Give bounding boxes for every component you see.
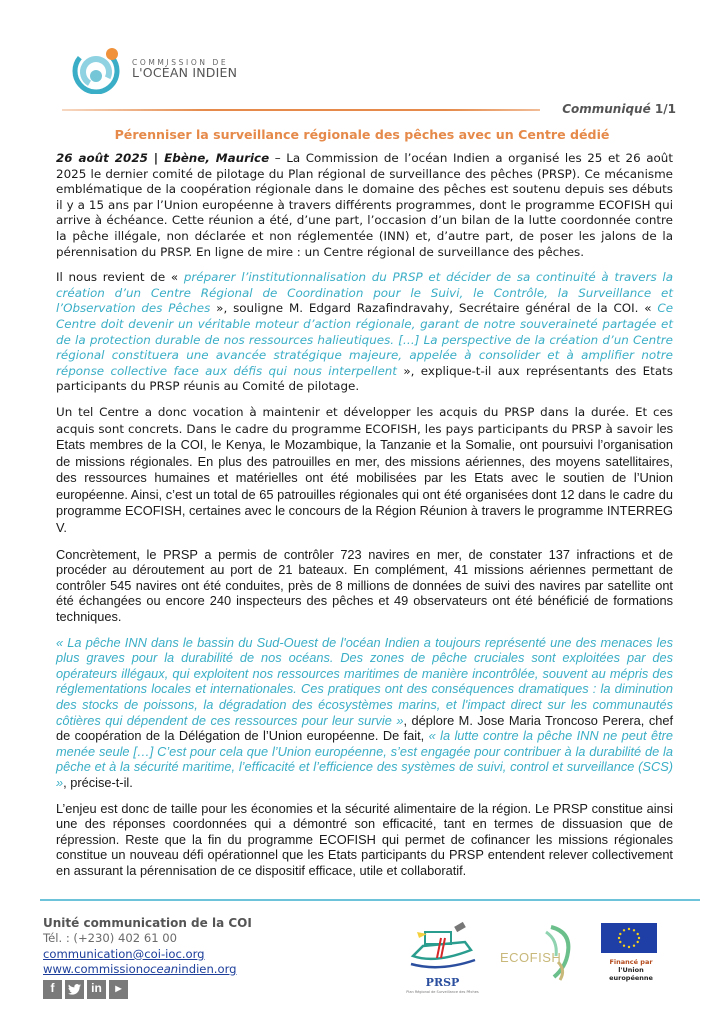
communique-label — [562, 102, 676, 116]
prsp-label: PRSP — [425, 976, 460, 989]
website-part: www.commission — [43, 962, 144, 977]
youtube-icon[interactable]: ▶ — [109, 980, 128, 999]
prsp-sublabel: Plan Régional de Surveillance des Pêches — [406, 990, 479, 994]
paragraph-intro — [56, 151, 673, 260]
twitter-icon[interactable] — [65, 980, 84, 999]
website-part: indien.org — [178, 962, 237, 977]
page-indicator: 1/1 — [654, 102, 676, 116]
header-divider — [62, 109, 540, 111]
coi-logo — [72, 42, 272, 96]
linkedin-icon[interactable]: in — [87, 980, 106, 999]
facebook-icon[interactable]: f — [43, 980, 62, 999]
contact-phone: Tél. : (+230) 402 61 00 — [43, 931, 178, 946]
ecofish-logo — [496, 922, 586, 982]
text-run: Il nous revient de « — [56, 270, 184, 285]
text-run: Un tel Centre a donc vocation à maintenir et développer les acquis du PRSP dans la durée. Et ces acquis sont concrets. Dans le cadre du programme ECOFISH, les pays participants du PRSP à savoir — [56, 404, 673, 436]
website-part: ocean — [143, 962, 179, 977]
quote: « la lutte contre la pêche INN ne peut être menée seule […] C’est pour cela que l’Union européenne, s’est engagée pour contribuer à la durabilité de la pêche et à la sécurité maritime, l’efficacité et l’efficience des systèmes de suivi, control et surveillance (SCS) » — [56, 728, 674, 790]
logo-line1: COMMISSION DE — [132, 57, 229, 67]
eu-caption-line: Financé par — [609, 958, 653, 966]
eu-funding-logo — [601, 923, 661, 993]
paragraph-conclusion: L’enjeu est donc de taille pour les économies et la sécurité alimentaire de la région. Le PRSP constitue ainsi une des réponses coordonnées qui a démontré son efficacité, tant en termes de dissuasion que de répression. Reste que la fin du programme ECOFISH qui permet de cofinancer les missions régionales constitue un nouveau défi opérationnel que les Etats participants du PRSP entendent relever collectivement en assurant la pérennisation de ce dispositif efficace, utile et collaboratif. — [56, 800, 673, 878]
text-run: », souligne M. Edgard Razafindravahy, Secrétaire général de la COI. « — [210, 301, 658, 316]
dateline: 26 août 2025 | Ebène, Maurice — [56, 151, 270, 165]
communique-text: Communiqué — [562, 102, 651, 116]
text-run: les Etats membres de la COI, le Kenya, le Mozambique, la Tanzanie et la Somalie, ont poursuivi l’organisation de missions régionales. En plus des patrouilles en mer, des missions aériennes, des moyens satellitaires, des ressources humaines et matérielles ont été mobilisées par les Etats avec le soutien de l’Union européenne. Ainsi, c’est un total de 65 patrouilles régionales qui ont été organisées dont 12 dans le cadre du programme ECOFISH, certaines avec le concours de la Région Réunion à travers le programme INTERREG V. — [56, 420, 673, 536]
quote: Ce Centre doit devenir un véritable moteur d’action régionale, garant de notre souveraineté partagée et de la protection durable de nos ressources halieutiques. […] La perspective de la création d’un Centre régional constituera une avancée stratégique majeure, appelée à consolider et à amplifier notre réponse collective face aux défis qui nous interpellent — [56, 301, 674, 378]
social-links — [43, 980, 252, 999]
paragraph-text: – La Commission de l’océan Indien a organisé les 25 et 26 août 2025 le dernier comité de pilotage du Plan régional de surveillance des pêches (PRSP). Ce mécanisme emblématique de la coopération régionale dans le domaine des pêches est soutenu depuis ses débuts il y a 15 ans par l’Union européenne à travers différents programmes, dont le programme ECOFISH qui arrive à échéance. Cette réunion a été, d’une part, l’occasion d’un bilan de la lutte coordonnée contre la pêche illégale, non déclarée et non réglementée (INN) et, d’autre part, de poser les jalons de la pérennisation du PRSP. En ligne de mire : un Centre régional de surveillance des pêches. — [56, 151, 673, 259]
text-run: , précise-t-il. — [63, 774, 133, 790]
contact-block — [43, 916, 252, 999]
paragraph-figures: Concrètement, le PRSP a permis de contrôler 723 navires en mer, de constater 137 infractions et de procéder au déroutement au port de 21 bateaux. En complément, 41 missions aériennes permettant de contrôler 545 navires ont été conduites, près de 8 millions de données de suivi des navires par satellite ont été échangées ou encore 240 inspecteurs des pêches et 49 observateurs ont été bénéficié de formations techniques. — [56, 546, 673, 625]
website-link[interactable] — [43, 962, 237, 976]
quote: « La pêche INN dans le bassin du Sud-Ouest de l'océan Indien a toujours représenté une des menaces les plus graves pour la durabilité de nos océans. Des zones de pêche cruciales sont exploitées par des opérateurs illégaux, qui exploitent nos ressources maritimes de manière incontrôlée, souvent au mépris des réglementations locales et internationales. Ces pratiques ont des conséquences dramatiques : la diminution des stocks de poissons, la dégradation des écosystèmes marins, et l'impact direct sur les communautés côtières qui dépendent de ces ressources pour leur survie » — [56, 634, 673, 728]
eu-caption — [601, 958, 661, 982]
coi-logo-icon — [72, 44, 122, 94]
text-run: , déplore M. Jose Maria Troncoso Perera, chef de coopération de la Délégation de l’Union européenne. De fait, — [56, 712, 674, 744]
footer-divider — [40, 899, 700, 901]
eu-caption-line: l'Union européenne — [609, 966, 653, 982]
contact-email-link[interactable]: communication@coi-ioc.org — [43, 946, 205, 961]
contact-unit: Unité communication de la COI — [43, 916, 252, 930]
paragraph-achievements — [56, 405, 673, 537]
press-release-body — [56, 151, 673, 889]
page-title: Pérenniser la surveillance régionale des pêches avec un Centre dédié — [114, 127, 610, 142]
text-run: », explique-t-il aux représentants des Etats participants du PRSP réunis au Comité de pilotage. — [56, 363, 673, 394]
ecofish-label: ECOFISH — [500, 950, 562, 965]
fishing-boat-icon — [405, 918, 480, 976]
eu-flag-icon — [601, 923, 657, 953]
paragraph-secretary-quote — [56, 270, 673, 395]
logo-line2: L'OCÉAN INDIEN — [132, 65, 238, 81]
paragraph-eu-quote — [56, 635, 673, 791]
prsp-logo — [405, 918, 480, 1000]
quote: préparer l’institutionnalisation du PRSP et décider de sa continuité à travers la création d’un Centre Régional de Coordination pour le Suivi, le Contrôle, la Surveillance et l’Observation des Pêches — [56, 270, 673, 316]
